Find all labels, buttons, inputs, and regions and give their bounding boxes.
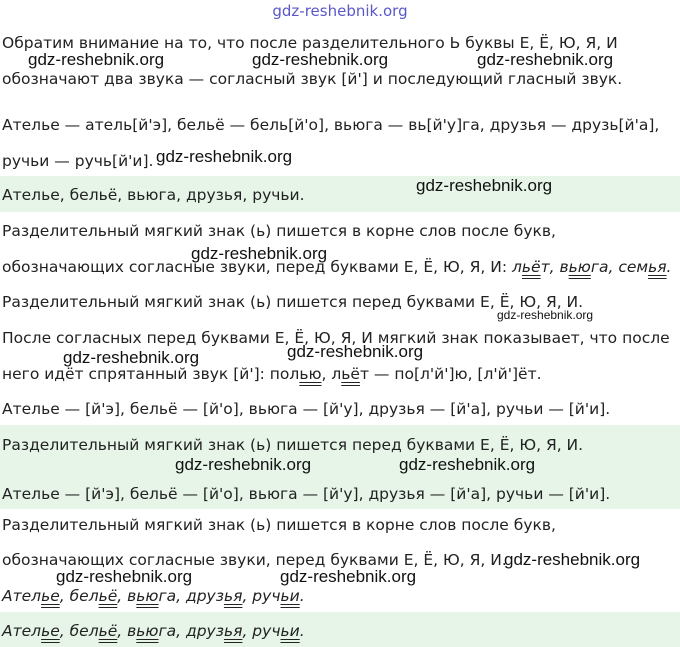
watermark: gdz-reshebnik.org xyxy=(504,550,641,569)
p6: Ателье — [й'э], бельё — [й'о], вьюга — [й'у], друзья — [й'а], ручьи — [й'и]. xyxy=(2,400,611,418)
word-part: в xyxy=(554,258,569,276)
word-part: друз xyxy=(181,622,224,640)
watermark: gdz-reshebnik.org xyxy=(416,176,553,195)
word-part: , xyxy=(117,587,123,605)
word-part: . xyxy=(299,587,305,605)
watermark: gdz-reshebnik.org xyxy=(63,348,200,367)
watermark: gdz-reshebnik.org xyxy=(477,50,614,69)
p3-line1: Разделительный мягкий знак (ь) пишется в корне слов после букв, xyxy=(2,222,556,240)
word-part: , xyxy=(59,622,65,640)
word-part: бел xyxy=(64,587,99,605)
word-part: . xyxy=(299,622,305,640)
word-part-underlined: ье xyxy=(41,587,60,605)
word-part: га, xyxy=(590,258,614,276)
p5-text: , л xyxy=(321,365,342,383)
watermark: gdz-reshebnik.org xyxy=(399,455,536,474)
p2-line2: ручьи — ручь[й'и]. xyxy=(2,152,154,170)
watermark: gdz-reshebnik.org xyxy=(497,308,594,322)
p4: Разделительный мягкий знак (ь) пишется перед буквами Е, Ё, Ю, Я, И. xyxy=(2,293,584,311)
p7-line2: обозначающих согласные звуки, перед буквами Е, Ё, Ю, Я, И. xyxy=(2,551,507,569)
site-header[interactable]: gdz-reshebnik.org xyxy=(272,2,408,20)
answer-3: Ателье — [й'э], бельё — [й'о], вьюга — [й'у], друзья — [й'а], ручьи — [й'и]. xyxy=(2,485,611,503)
word-part: руч xyxy=(247,587,281,605)
word-part: . xyxy=(666,258,672,276)
watermark: gdz-reshebnik.org xyxy=(191,244,328,263)
word-part-underlined: ью xyxy=(568,258,591,276)
word-part-underlined: ьё xyxy=(98,622,118,640)
word-part: в xyxy=(122,622,137,640)
word-part: , xyxy=(117,622,123,640)
answer-1: Ателье, бельё, вьюга, друзья, ручьи. xyxy=(2,186,305,204)
p5-line1: После согласных перед буквами Е, Ё, Ю, Я, И мягкий знак показывает, что после xyxy=(2,329,670,347)
watermark: gdz-reshebnik.org xyxy=(28,50,165,69)
word-part-underlined: ьи xyxy=(280,622,300,640)
word-part: , xyxy=(242,622,248,640)
word-part-underlined: ьё xyxy=(521,258,541,276)
word-part-underlined: ья xyxy=(223,587,243,605)
p1-line1: Обратим внимание на то, что после разделительного Ь буквы Е, Ё, Ю, Я, И xyxy=(2,34,618,52)
word-part-underlined: ья xyxy=(223,622,243,640)
word-part: Ател xyxy=(2,622,42,640)
word-part: руч xyxy=(247,622,281,640)
p2-line1: Ателье — атель[й'э], бельё — бель[й'о], вьюга — вь[й'у]га, друзья — друзь[й'а], xyxy=(2,116,660,134)
p5-underlined: ьё xyxy=(341,365,360,383)
watermark: gdz-reshebnik.org xyxy=(287,342,424,361)
word-part-underlined: ью xyxy=(136,587,159,605)
word-part-underlined: ья xyxy=(648,258,667,276)
answer-words-line xyxy=(2,622,305,640)
answer-2: Разделительный мягкий знак (ь) пишется перед буквами Е, Ё, Ю, Я, И. xyxy=(2,436,584,454)
watermark: gdz-reshebnik.org xyxy=(280,567,417,586)
word-part: сем xyxy=(613,258,649,276)
p3-line2-text: обозначающих согласные звуки, перед буквами Е, Ё, Ю, Я, И: xyxy=(2,258,512,276)
word-part: , xyxy=(242,587,248,605)
word-part: л xyxy=(512,258,522,276)
watermark: gdz-reshebnik.org xyxy=(175,455,312,474)
watermark: gdz-reshebnik.org xyxy=(56,567,193,586)
p7-line1: Разделительный мягкий знак (ь) пишется в корне слов после букв, xyxy=(2,516,556,534)
word-part: , xyxy=(59,587,65,605)
word-part-underlined: ьё xyxy=(98,587,118,605)
p5-text: него идёт спрятанный звук [й']: пол xyxy=(2,365,300,383)
words-line xyxy=(2,587,305,605)
word-part-underlined: ье xyxy=(41,622,60,640)
p5-underlined: ью xyxy=(299,365,322,383)
p3-line2 xyxy=(2,258,671,276)
word-part: т, xyxy=(540,258,555,276)
word-part: друз xyxy=(181,587,224,605)
word-part-underlined: ью xyxy=(136,622,159,640)
p5-line2 xyxy=(2,365,542,383)
p5-text: т — по[л'й']ю, [л'й']ёт. xyxy=(359,365,542,383)
watermark: gdz-reshebnik.org xyxy=(252,50,389,69)
word-part: в xyxy=(122,587,137,605)
word-part: Ател xyxy=(2,587,42,605)
word-part: га, xyxy=(158,622,182,640)
word-part: га, xyxy=(158,587,182,605)
p1-line2: обозначают два звука — согласный звук [й'] и последующий гласный звук. xyxy=(2,70,623,88)
word-part-underlined: ьи xyxy=(280,587,300,605)
word-part: бел xyxy=(64,622,99,640)
watermark: gdz-reshebnik.org xyxy=(156,147,293,166)
